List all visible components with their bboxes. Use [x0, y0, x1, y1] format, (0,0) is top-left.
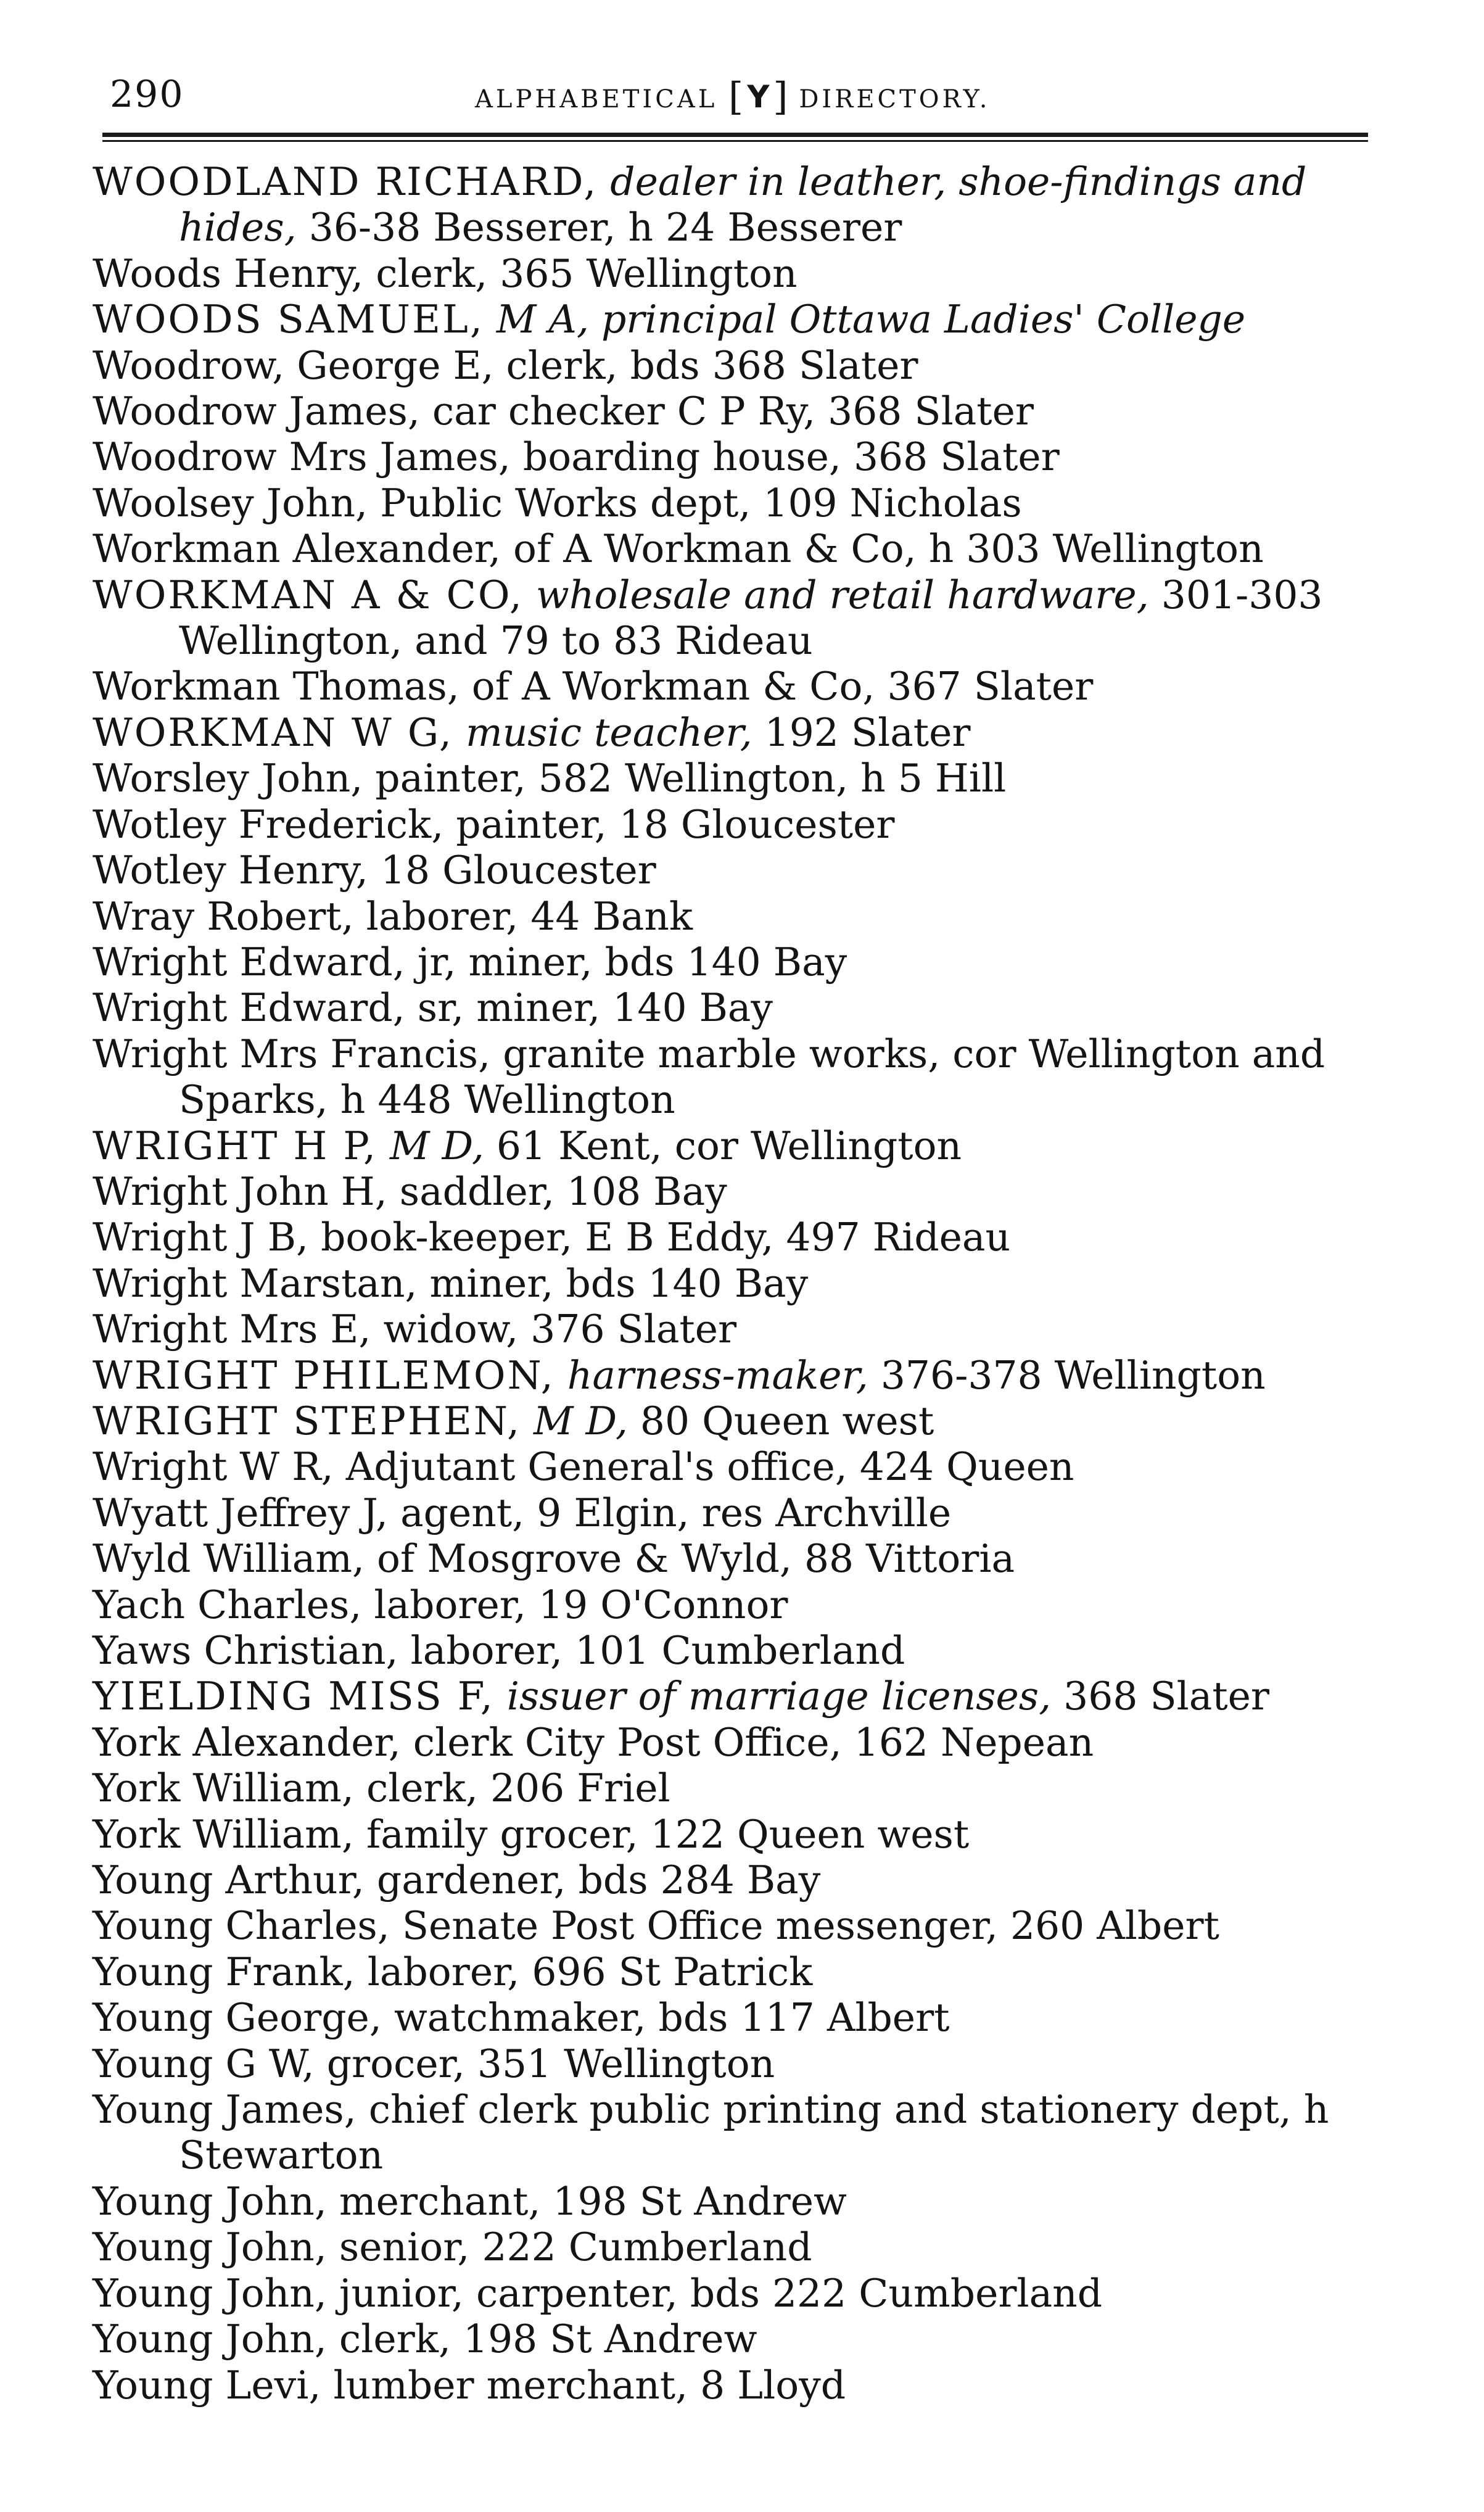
directory-entry: [93, 1812, 1375, 1857]
entry-line: [93, 2316, 1375, 2362]
directory-entry: [93, 1353, 1375, 1399]
directory-entries: [93, 159, 1375, 2408]
directory-entry: [93, 2225, 1375, 2270]
entry-line: [93, 526, 1375, 572]
directory-entry: [93, 802, 1375, 848]
directory-entry: [93, 1307, 1375, 1352]
entry-text: Woodrow James, car checker C P Ry, 368 Slater: [93, 389, 1034, 434]
section-letter: Y: [747, 79, 770, 115]
directory-entry: [93, 159, 1375, 251]
entry-continuation-text: Sparks, h 448 Wellington: [179, 1077, 675, 1123]
directory-entry: [93, 434, 1375, 480]
entry-name: YIELDING MISS F,: [93, 1674, 495, 1719]
directory-entry: [93, 572, 1375, 664]
entry-text: Young John, junior, carpenter, bds 222 Cumberland: [93, 2270, 1103, 2316]
entry-line: [93, 710, 1375, 756]
directory-entry: [93, 2271, 1375, 2316]
directory-entry: [93, 2179, 1375, 2225]
directory-entry: [93, 1903, 1375, 1949]
directory-entry: [93, 756, 1375, 801]
directory-entry: [93, 526, 1375, 572]
entry-continuation: [93, 1077, 1375, 1123]
entry-text: Young John, senior, 222 Cumberland: [93, 2225, 812, 2270]
entry-text: Woodrow Mrs James, boarding house, 368 Slater: [93, 434, 1060, 480]
entry-name: WORKMAN W G,: [93, 709, 453, 755]
entry-line: [93, 756, 1375, 801]
entry-description: M D,: [390, 1123, 484, 1168]
entry-line: [93, 664, 1375, 709]
entry-line: [93, 1353, 1375, 1399]
entry-line: [93, 2363, 1375, 2408]
entry-text: Wright Edward, jr, miner, bds 140 Bay: [93, 939, 847, 985]
entry-text: Wright Marstan, miner, bds 140 Bay: [93, 1260, 809, 1306]
entry-text: Woodrow, George E, clerk, bds 368 Slater: [93, 342, 918, 388]
entry-text: Young James, chief clerk public printing and stationery dept, h: [93, 2087, 1329, 2133]
entry-line: [93, 1536, 1375, 1582]
entry-line: [93, 2041, 1375, 2087]
entry-text: Woolsey John, Public Works dept, 109 Nicholas: [93, 480, 1022, 526]
directory-entry: [93, 1490, 1375, 1536]
entry-line: [93, 1812, 1375, 1857]
entry-name: WOODS SAMUEL,: [93, 297, 484, 342]
directory-entry: [93, 1031, 1375, 1123]
entry-text: Wray Robert, laborer, 44 Bank: [93, 893, 693, 939]
entry-text: York William, family grocer, 122 Queen west: [93, 1811, 970, 1857]
header-rule-thin: [102, 140, 1368, 142]
directory-entry: [93, 1582, 1375, 1628]
entry-address: 368 Slater: [1063, 1674, 1270, 1719]
entry-text: Wright W R, Adjutant General's office, 424 Queen: [93, 1444, 1074, 1490]
entry-line: [93, 1490, 1375, 1536]
directory-entry: [93, 297, 1375, 342]
entry-line: [93, 1628, 1375, 1674]
entry-line: [93, 1674, 1375, 1719]
entry-address: 301-303: [1161, 572, 1323, 618]
directory-entry: [93, 2041, 1375, 2087]
entry-address: 192 Slater: [764, 709, 971, 755]
entry-line: [93, 1123, 1375, 1169]
entry-line: [93, 1857, 1375, 1903]
entry-line: [93, 1261, 1375, 1307]
entry-line: [93, 1995, 1375, 2041]
entry-description: dealer in leather, shoe-findings and: [610, 159, 1307, 204]
directory-entry: [93, 710, 1375, 756]
entry-description: music teacher,: [465, 709, 752, 755]
directory-entry: [93, 1628, 1375, 1674]
entry-line: [93, 1215, 1375, 1260]
header-rule-thick: [102, 133, 1368, 137]
directory-entry: [93, 1995, 1375, 2041]
entry-line: [93, 389, 1375, 434]
entry-line: [93, 1903, 1375, 1949]
entry-continuation-description: hides,: [179, 205, 297, 250]
entry-line: [93, 2225, 1375, 2270]
right-bracket: ]: [773, 74, 788, 119]
entry-line: [93, 802, 1375, 848]
entry-line: [93, 159, 1375, 205]
directory-entry: [93, 2316, 1375, 2362]
entry-continuation-text: 36-38 Besserer, h 24 Besserer: [308, 205, 902, 250]
entry-continuation-text: Wellington, and 79 to 83 Rideau: [179, 618, 813, 664]
entry-continuation: [93, 2133, 1375, 2178]
entry-name: WRIGHT H P,: [93, 1123, 378, 1168]
entry-description: M D,: [534, 1398, 628, 1444]
entry-text: Wright John H, saddler, 108 Bay: [93, 1168, 727, 1214]
entry-line: [93, 1582, 1375, 1628]
entry-line: [93, 1169, 1375, 1215]
running-head-left: ALPHABETICAL: [475, 85, 718, 114]
entry-text: York William, clerk, 206 Friel: [93, 1766, 670, 1811]
directory-entry: [93, 985, 1375, 1031]
entry-name: WOODLAND RICHARD,: [93, 159, 598, 204]
entry-text: Wright Mrs E, widow, 376 Slater: [93, 1307, 737, 1352]
directory-entry: [93, 343, 1375, 389]
entry-line: [93, 985, 1375, 1031]
directory-entry: [93, 251, 1375, 297]
directory-entry: [93, 1215, 1375, 1260]
entry-continuation: [93, 205, 1375, 250]
entry-text: Yach Charles, laborer, 19 O'Connor: [93, 1582, 788, 1627]
entry-address: 80 Queen west: [640, 1398, 934, 1444]
entry-line: [93, 1720, 1375, 1766]
entry-line: [93, 434, 1375, 480]
directory-entry: [93, 1949, 1375, 1995]
entry-line: [93, 894, 1375, 940]
entry-text: Wotley Frederick, painter, 18 Gloucester: [93, 801, 895, 847]
directory-entry: [93, 1766, 1375, 1811]
entry-text: York Alexander, clerk City Post Office, 162 Nepean: [93, 1719, 1094, 1765]
entry-line: [93, 940, 1375, 985]
entry-name: WRIGHT STEPHEN,: [93, 1398, 521, 1444]
entry-description: issuer of marriage licenses,: [506, 1674, 1052, 1719]
entry-line: [93, 1949, 1375, 1995]
entry-line: [93, 1031, 1375, 1077]
entry-name: WRIGHT PHILEMON,: [93, 1352, 555, 1398]
directory-entry: [93, 1857, 1375, 1903]
page-header: [0, 67, 1484, 122]
directory-entry: [93, 664, 1375, 709]
entry-description: M A, principal Ottawa Ladies' College: [496, 297, 1246, 342]
entry-text: Young G W, grocer, 351 Wellington: [93, 2041, 775, 2086]
entry-address: 376-378 Wellington: [880, 1352, 1266, 1398]
entry-continuation-text: Stewarton: [179, 2133, 384, 2178]
entry-text: Workman Alexander, of A Workman & Co, h 303 Wellington: [93, 526, 1264, 572]
directory-entry: [93, 1169, 1375, 1215]
directory-entry: [93, 1536, 1375, 1582]
entry-text: Woods Henry, clerk, 365 Wellington: [93, 250, 798, 296]
left-bracket: [: [728, 74, 744, 119]
directory-entry: [93, 1399, 1375, 1444]
entry-text: Young John, clerk, 198 St Andrew: [93, 2316, 757, 2362]
directory-entry: [93, 848, 1375, 893]
directory-entry: [93, 1444, 1375, 1490]
entry-line: [93, 481, 1375, 526]
entry-text: Young John, merchant, 198 St Andrew: [93, 2178, 847, 2224]
entry-text: Wotley Henry, 18 Gloucester: [93, 848, 656, 893]
entry-description: wholesale and retail hardware,: [535, 572, 1149, 618]
entry-text: Wyatt Jeffrey J, agent, 9 Elgin, res Archville: [93, 1490, 952, 1535]
entry-line: [93, 297, 1375, 342]
directory-entry: [93, 1261, 1375, 1307]
entry-text: Worsley John, painter, 582 Wellington, h 5 Hill: [93, 756, 1007, 801]
entry-text: Yaws Christian, laborer, 101 Cumberland: [93, 1628, 905, 1673]
entry-text: Young Frank, laborer, 696 St Patrick: [93, 1949, 813, 1994]
entry-text: Wright Edward, sr, miner, 140 Bay: [93, 985, 773, 1031]
directory-entry: [93, 940, 1375, 985]
directory-entry: [93, 1720, 1375, 1766]
entry-text: Wyld William, of Mosgrove & Wyld, 88 Vittoria: [93, 1536, 1015, 1582]
entry-text: Wright Mrs Francis, granite marble works, cor Wellington and: [93, 1031, 1325, 1076]
directory-entry: [93, 894, 1375, 940]
entry-line: [93, 343, 1375, 389]
entry-text: Wright J B, book-keeper, E B Eddy, 497 Rideau: [93, 1215, 1011, 1260]
directory-entry: [93, 481, 1375, 526]
entry-text: Young Charles, Senate Post Office messenger, 260 Albert: [93, 1903, 1219, 1949]
entry-line: [93, 1766, 1375, 1811]
directory-entry: [93, 2087, 1375, 2179]
entry-address: 61 Kent, cor Wellington: [496, 1123, 962, 1168]
entry-text: Young Arthur, gardener, bds 284 Bay: [93, 1857, 821, 1903]
directory-entry: [93, 1674, 1375, 1719]
entry-line: [93, 1444, 1375, 1490]
entry-line: [93, 848, 1375, 893]
entry-name: WORKMAN A & CO,: [93, 572, 524, 618]
directory-entry: [93, 389, 1375, 434]
entry-line: [93, 1399, 1375, 1444]
directory-entry: [93, 1123, 1375, 1169]
entry-line: [93, 1307, 1375, 1352]
entry-text: Young Levi, lumber merchant, 8 Lloyd: [93, 2362, 846, 2408]
running-head: [475, 72, 990, 125]
directory-entry: [93, 2363, 1375, 2408]
entry-line: [93, 2087, 1375, 2133]
page-number: 290: [110, 73, 184, 116]
entry-continuation: [93, 618, 1375, 664]
entry-text: Workman Thomas, of A Workman & Co, 367 Slater: [93, 664, 1094, 709]
entry-description: harness-maker,: [567, 1352, 868, 1398]
entry-line: [93, 2179, 1375, 2225]
entry-line: [93, 572, 1375, 618]
entry-line: [93, 2271, 1375, 2316]
running-head-right: DIRECTORY.: [799, 85, 991, 114]
entry-line: [93, 251, 1375, 297]
entry-text: Young George, watchmaker, bds 117 Albert: [93, 1995, 950, 2041]
